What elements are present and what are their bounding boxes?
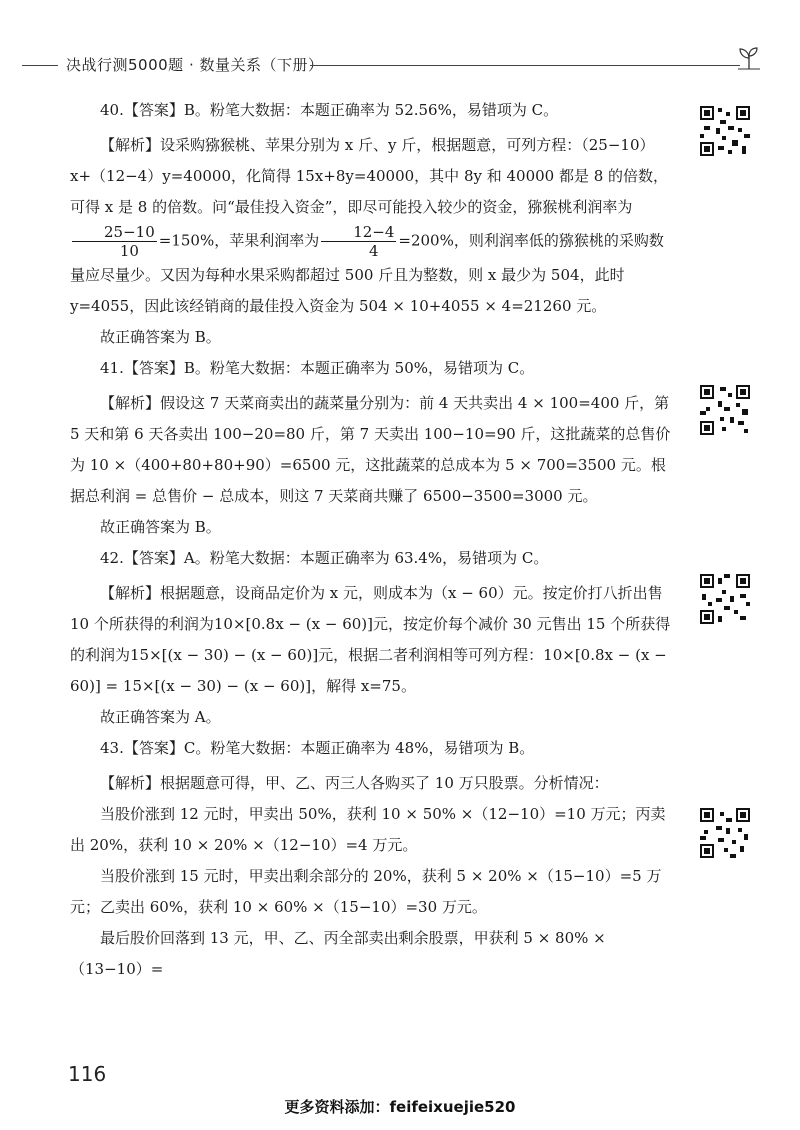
fraction-denominator: 10	[119, 242, 139, 260]
fraction-denominator: 4	[369, 242, 379, 260]
qr-code-icon[interactable]	[698, 383, 752, 437]
q40-explanation-end: =200%，则利润率低的猕猴桃的采购数量应尽量少。又因为每种水果采购都超过 500 斤且为整数，则 x 最少为 504，此时 y=4055，因此该经销商的最佳投入资金为 504 × 10+4055 × 4=21260 元。	[70, 231, 664, 315]
q41-explanation: 【解析】假设这 7 天菜商卖出的蔬菜量分别为：前 4 天共卖出 4 × 100=400 斤，第 5 天和第 6 天各卖出 100−20=80 斤，第 7 天卖出 100−10=90 斤，这批蔬菜的总售价为 10 ×（400+80+80+90）=6500 元，这批蔬菜的总成本为 5 × 700=3500 元。根据总利润 = 总售价 − 总成本，则这 7 天菜商共赚了 6500−3500=3000 元。	[70, 394, 671, 505]
answer-explanations	[70, 95, 672, 985]
fraction-numerator: 25−10	[72, 223, 157, 242]
q43-case-15-yuan: 当股价涨到 15 元时，甲卖出剩余部分的 20%，获利 5 × 20% ×（15−10）=5 万元；乙卖出 60%，获利 10 × 60% ×（15−10）=30 万元。	[70, 867, 662, 916]
q42-explanation: 【解析】根据题意，设商品定价为 x 元，则成本为（x − 60）元。按定价打八折出售 10 个所获得的利润为10×[0.8x − (x − 60)]元，按定价每个减价 30 元售出 15 个所获得的利润为15×[(x − 30) − (x − 60)]元，根据二者利润相等可列方程：10×[0.8x − (x − 60)] = 15×[(x − 30) − (x − 60)]，解得 x=75。	[70, 584, 671, 695]
q43-answer-heading: 43.【答案】C。粉笔大数据：本题正确率为 48%，易错项为 B。	[100, 739, 535, 757]
q40-answer-heading: 40.【答案】B。粉笔大数据：本题正确率为 52.56%，易错项为 C。	[100, 101, 559, 119]
q43-explanation: 【解析】根据题意可得，甲、乙、丙三人各购买了 10 万只股票。分析情况：	[100, 774, 609, 792]
running-header	[0, 46, 800, 76]
q42-conclusion: 故正确答案为 A。	[100, 708, 221, 726]
q40-explanation	[70, 130, 672, 322]
q42-answer-heading: 42.【答案】A。粉笔大数据：本题正确率为 63.4%，易错项为 C。	[100, 549, 549, 567]
q43-case-12-yuan: 当股价涨到 12 元时，甲卖出 50%，获利 10 × 50% ×（12−10）=10 万元；丙卖出 20%，获利 10 × 20% ×（12−10）=4 万元。	[70, 805, 666, 854]
header-rule-left	[22, 65, 58, 66]
page-number: 116	[68, 1062, 107, 1086]
sprout-icon	[735, 46, 763, 72]
q40-conclusion: 故正确答案为 B。	[100, 328, 221, 346]
header-rule-right	[310, 65, 740, 66]
q43-case-13-yuan: 最后股价回落到 13 元，甲、乙、丙全部卖出剩余股票，甲获利 5 × 80% ×（13−10）=	[70, 929, 606, 978]
qr-code-icon[interactable]	[698, 104, 752, 158]
q40-explanation-mid: =150%，苹果利润率为	[158, 231, 320, 250]
q41-answer-heading: 41.【答案】B。粉笔大数据：本题正确率为 50%，易错项为 C。	[100, 359, 535, 377]
qr-code-icon[interactable]	[698, 806, 752, 860]
fraction-numerator: 12−4	[321, 223, 396, 242]
fraction-kiwi-profit	[72, 223, 157, 260]
fraction-apple-profit	[321, 223, 396, 260]
header-title: 决战行测5000题 · 数量关系（下册）	[66, 56, 324, 74]
q41-conclusion: 故正确答案为 B。	[100, 518, 221, 536]
q40-explanation-text: 【解析】设采购猕猴桃、苹果分别为 x 斤、y 斤，根据题意，可列方程：（25−10）x+（12−4）y=40000，化简得 15x+8y=40000，其中 8y 和 40000 都是 8 的倍数，可得 x 是 8 的倍数。问“最佳投入资金”，即尽可能投入较少的资金，猕猴桃利润率为	[70, 136, 669, 216]
footer-note: 更多资料添加：feifeixuejie520	[284, 1098, 516, 1116]
qr-code-icon[interactable]	[698, 572, 752, 626]
